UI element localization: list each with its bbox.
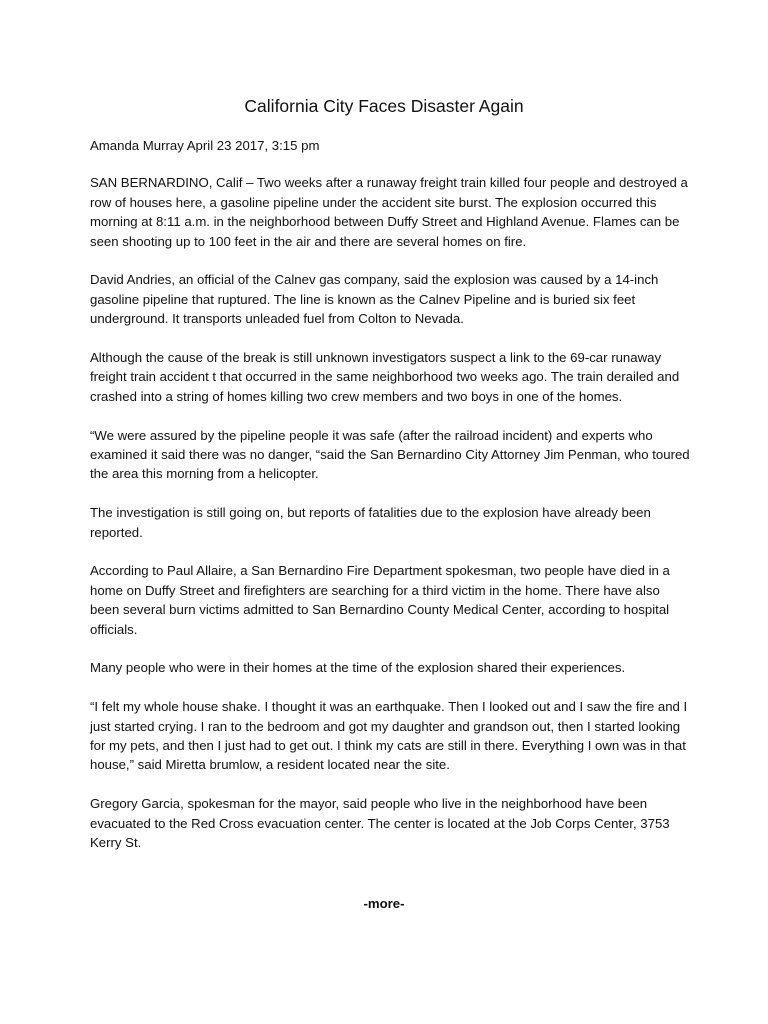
- article-body: [90, 136, 690, 872]
- paragraph-7: Many people who were in their homes at the time of the explosion shared their experiences.: [90, 660, 626, 676]
- byline: Amanda Murray April 23 2017, 3:15 pm: [90, 138, 320, 153]
- paragraph-9: Gregory Garcia, spokesman for the mayor, said people who live in the neighborhood have been evacuated to the Red Cross evacuation center. The center is located at the Job Corps Center, 3753 Kerry St.: [90, 796, 670, 851]
- page-title: California City Faces Disaster Again: [244, 96, 524, 116]
- more-marker: -more-: [363, 896, 405, 911]
- paragraph-2: David Andries, an official of the Calnev gas company, said the explosion was caused by a 14-inch gasoline pipeline that ruptured. The line is known as the Calnev Pipeline and is buried six feet underground. It transports unleaded fuel from Colton to Nevada.: [90, 272, 659, 327]
- paragraph-1: SAN BERNARDINO, Calif – Two weeks after a runaway freight train killed four people and destroyed a row of houses here, a gasoline pipeline under the accident site burst. The explosion occurred this morning at 8:11 a.m. in the neighborhood between Duffy Street and Highland Avenue. Flames can be seen shooting up to 100 feet in the air and there are several homes on fire.: [90, 175, 688, 249]
- paragraph-3: Although the cause of the break is still unknown investigators suspect a link to the 69-car runaway freight train accident t that occurred in the same neighborhood two weeks ago. The train derailed and crashed into a string of homes killing two crew members and two boys in one of the homes.: [90, 350, 680, 404]
- paragraph-5: The investigation is still going on, but reports of fatalities due to the explosion have already been reported.: [90, 505, 651, 540]
- paragraph-4: “We were assured by the pipeline people it was safe (after the railroad incident) and experts who examined it said there was no danger, “said the San Bernardino City Attorney Jim Penman, who toured the area this morning from a helicopter.: [90, 427, 690, 482]
- paragraph-8: “I felt my whole house shake. I thought it was an earthquake. Then I looked out and I saw the fire and I just started crying. I ran to the bedroom and got my daughter and grandson out, then I started looking for my pets, and then I just had to get out. I think my cats are still in there. Everything I own was in that house,” said Miretta brumlow, a resident located near the site.: [90, 699, 688, 773]
- paragraph-6: According to Paul Allaire, a San Bernardino Fire Department spokesman, two people have died in a home on Duffy Street and firefighters are searching for a third victim in the home. There have also been several burn victims admitted to San Bernardino County Medical Center, according to hospital officials.: [90, 563, 670, 637]
